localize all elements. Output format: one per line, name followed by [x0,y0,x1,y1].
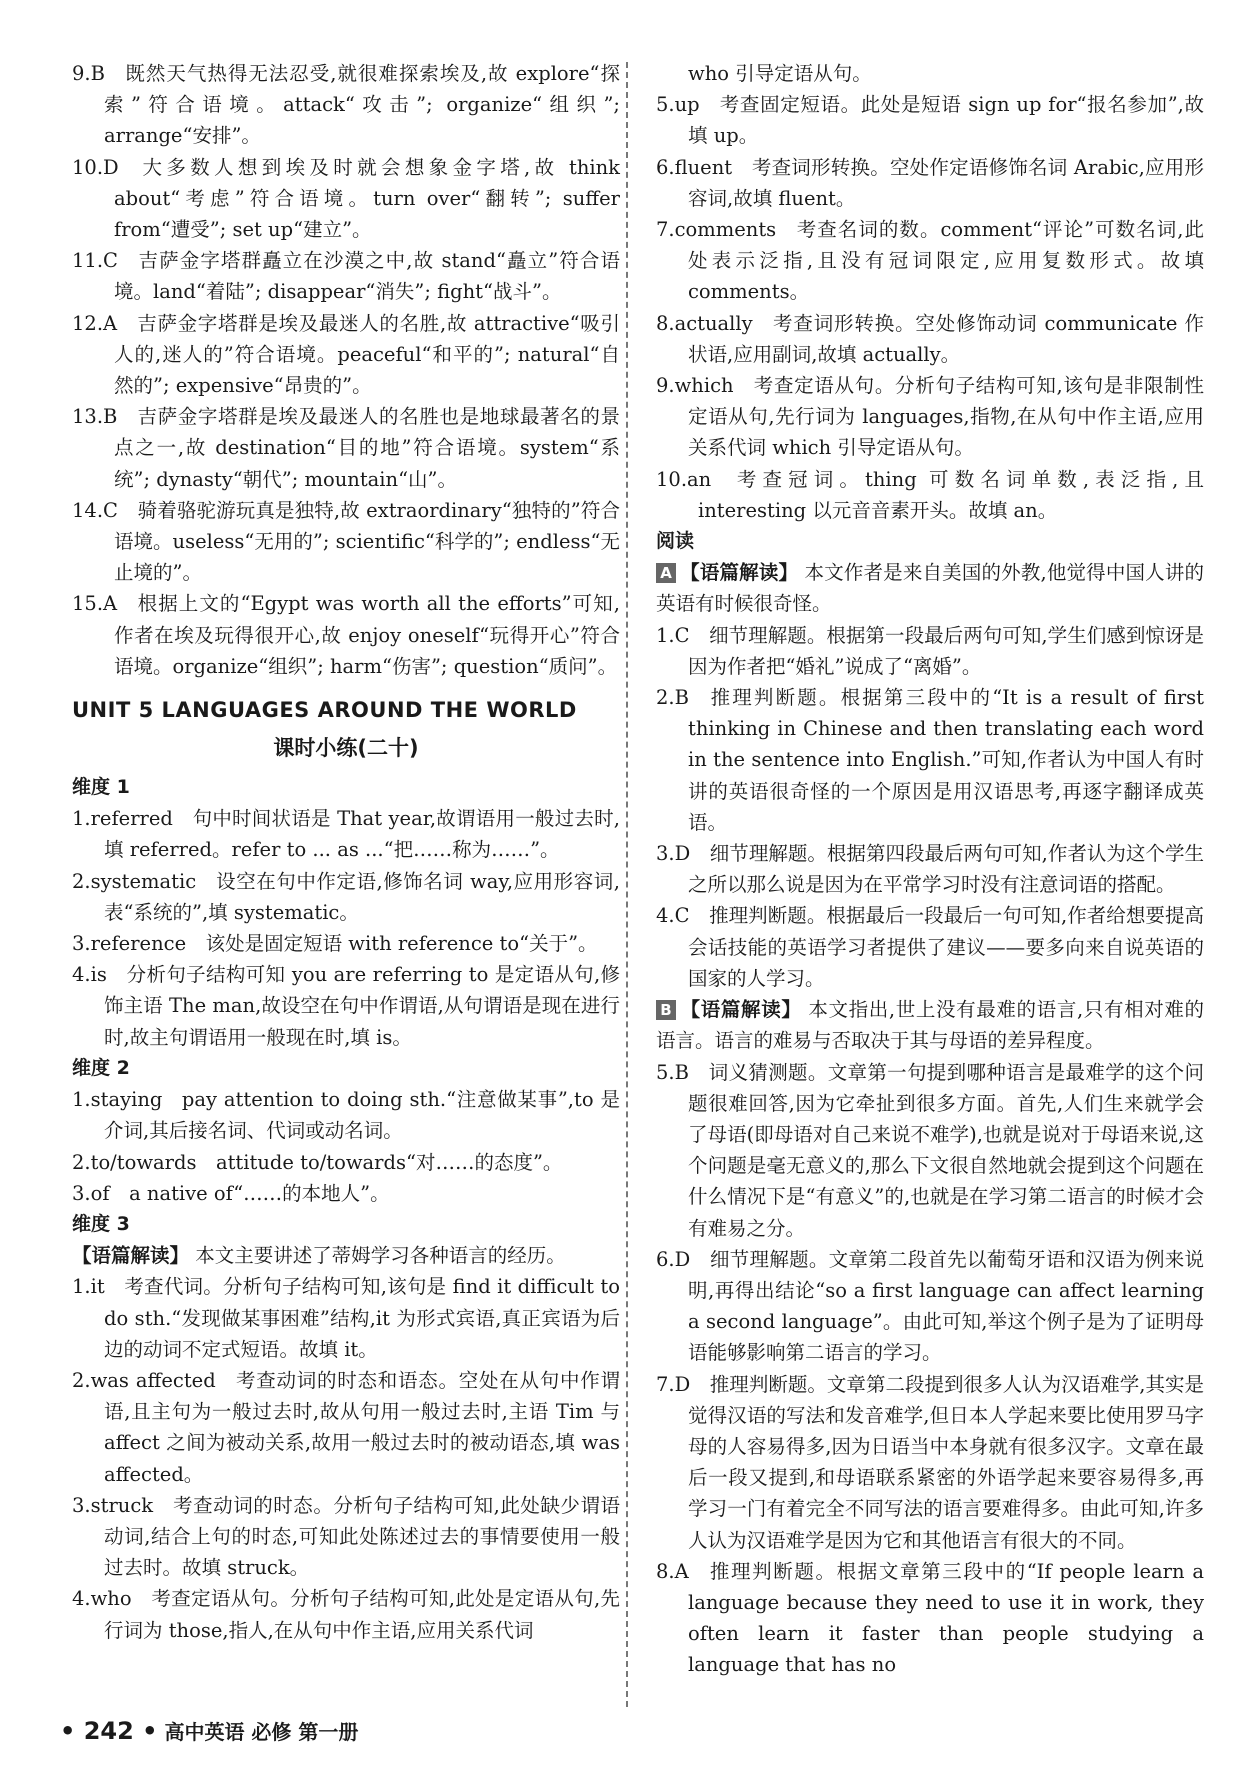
answer-item [656,464,1204,526]
passage-b-text: 本文指出,世上没有最难的语言,只有相对难的语言。语言的难易与否取决于其与母语的差异程度。 [656,998,1204,1053]
answer-item [656,900,1204,994]
continued-text: who 引导定语从句。 [688,62,872,85]
answer-item [656,89,1204,151]
answer-key: 7.comments [656,218,777,242]
answer-item [72,1084,620,1146]
answer-item [72,58,620,152]
answer-explanation: 分析句子结构可知 you are referring to 是定语从句,修饰主语 The man,故设空在句中作谓语,从句谓语是现在进行时,故主句谓语用一般现在时,填 is。 [104,963,620,1049]
answer-key: 8.actually [656,311,753,335]
answer-item [72,1178,620,1209]
answer-key: 5.up [656,93,700,117]
answer-explanation: 吉萨金字塔群是埃及最迷人的名胜也是地球最著名的景点之一,故 destination“目的地”符合语境。system“系统”; dynasty“朝代”; mountain“山”。 [114,405,620,491]
dimension-3-list [72,1271,620,1645]
answer-key: 5.B [656,1060,689,1084]
passage-a-text: 本文作者是来自美国的外教,他觉得中国人讲的英语有时候很奇怪。 [656,561,1205,616]
answer-key: 2.to/towards [72,1150,197,1174]
answer-explanation: 考查词形转换。空处修饰动词 communicate 作状语,应用副词,故填 actually。 [688,311,1204,366]
answer-explanation: 推理判断题。文章第二段提到很多人认为汉语难学,其实是觉得汉语的写法和发音难学,但日本人学起来要比使用罗马字母的人容易得多,因为日语当中本身就有很多汉字。文章在最后一段又提到,和母语联系紧密的外语学起来要容易得多,再学习一门有着完全不同写法的语言要难得多。由此可知,许多人认为汉语难学是因为它和其他语言有很大的不同。 [688,1372,1204,1552]
answer-key: 2.systematic [72,869,197,893]
answer-key: 4.is [72,963,107,987]
answer-item [72,1365,620,1490]
column-divider [626,62,628,1707]
answer-explanation: pay attention to doing sth.“注意做某事”,to 是介词,其后接名词、代词或动名词。 [104,1088,620,1143]
answer-explanation: 考查动词的时态和语态。空处在从句中作谓语,且主句为一般过去时,故从句用一般过去时,主语 Tim 与 affect 之间为被动关系,故用一般过去时的被动语态,填 was affected。 [104,1368,620,1486]
answer-explanation: a native of“……的本地人”。 [129,1181,390,1205]
answer-item [656,370,1204,464]
answer-key: 13.B [72,405,118,429]
answer-key: 9.which [656,374,734,398]
answer-item [72,1490,620,1584]
answer-item [656,1057,1204,1244]
answer-explanation: 设空在句中作定语,修饰名词 way,应用形容词,表“系统的”,填 systematic。 [104,869,620,924]
answer-key: 4.C [656,904,690,928]
answer-list-a [72,58,620,682]
passage-a-note [656,557,1204,619]
answer-explanation: 骑着骆驼游玩真是独特,故 extraordinary“独特的”符合语境。useless“无用的”; scientific“科学的”; endless“无止境的”。 [114,498,620,585]
answer-explanation: 推理判断题。根据文章第三段中的“If people learn a language because they need to use it in work, they often learn it faster than people studying a language that has no [688,1559,1204,1677]
answer-explanation: 考查代词。分析句子结构可知,该句是 find it difficult to do sth.“发现做某事困难”结构,it 为形式宾语,真正宾语为后边的动词不定式短语。故填 it。 [104,1275,620,1361]
answer-key: 6.D [656,1247,691,1271]
dimension-1-heading: 维度 1 [72,776,130,799]
answer-explanation: attitude to/towards“对……的态度”。 [215,1150,563,1174]
unit-title: UNIT 5 LANGUAGES AROUND THE WORLD [72,698,577,723]
answer-item [72,866,620,928]
passage-note-text: 本文主要讲述了蒂姆学习各种语言的经历。 [195,1244,566,1268]
dimension-1-list [72,803,620,1053]
answer-key: 3.D [656,842,691,866]
lesson-title: 课时小练(二十) [273,736,419,761]
answer-item [656,1556,1204,1681]
answer-explanation: 考查固定短语。此处是短语 sign up for“报名参加”,故填 up。 [688,93,1204,148]
answer-key: 10.D [72,155,119,179]
right-column [656,58,1204,1681]
answer-key: 6.fluent [656,155,733,179]
answer-key: 2.B [656,686,689,710]
answer-key: 10.an [656,467,712,491]
answer-item [72,959,620,1053]
answer-item [72,928,620,959]
answer-key: 1.staying [72,1088,163,1112]
answer-key: 15.A [72,592,118,616]
passage-a-tag: 【语篇解读】 [680,561,799,585]
answer-key: 12.A [72,311,118,335]
answer-item [656,620,1204,682]
answer-item [656,838,1204,900]
answer-key: 4.who [72,1587,132,1611]
answer-explanation: 推理判断题。根据最后一段最后一句可知,作者给想要提高会话技能的英语学习者提供了建议——要多向来自说英语的国家的人学习。 [688,904,1204,990]
answer-explanation: 该处是固定短语 with reference to“关于”。 [205,932,598,956]
answer-key: 11.C [72,249,118,273]
reading-heading: 阅读 [656,530,695,553]
answer-key: 1.referred [72,807,173,831]
answer-item [656,152,1204,214]
answer-key: 3.reference [72,932,187,956]
answer-explanation: 考查定语从句。分析句子结构可知,该句是非限制性定语从句,先行词为 languages,指物,在从句中作主语,应用关系代词 which 引导定语从句。 [688,374,1204,460]
answer-explanation: 推理判断题。根据第三段中的“It is a result of first thinking in Chinese and then translating each word in the sentence into English.”可知,作者认为中国人有时讲的英语很奇怪的一个原因是用汉语思考,再逐字翻译成英语。 [688,686,1204,834]
answer-item [656,214,1204,308]
passage-b-badge: B [656,1000,676,1020]
answer-item [72,401,620,495]
answer-item [656,1369,1204,1556]
answer-explanation: 考查动词的时态。分析句子结构可知,此处缺少谓语动词,结合上句的时态,可知此处陈述过去的事情要使用一般过去时。故填 struck。 [104,1493,620,1580]
answer-item [72,1271,620,1365]
dimension-2-list [72,1084,620,1209]
answer-key: 8.A [656,1559,689,1583]
answer-item [72,308,620,402]
reading-a-answers [656,620,1204,994]
answer-explanation: 吉萨金字塔群矗立在沙漠之中,故 stand“矗立”符合语境。land“着陆”; disappear“消失”; fight“战斗”。 [114,249,620,304]
answer-item [72,1147,620,1178]
answer-explanation: 根据上文的“Egypt was worth all the efforts”可知,作者在埃及玩得很开心,故 enjoy oneself“玩得开心”符合语境。organize“组织”; harm“伤害”; question“质问”。 [114,592,620,678]
answer-explanation: 考查冠词。thing 可数名词单数,表泛指,且 interesting 以元音音素开头。故填 an。 [698,467,1204,522]
dimension-2-heading: 维度 2 [72,1056,130,1079]
answer-key: 14.C [72,498,118,522]
dimension-3-heading: 维度 3 [72,1212,130,1235]
answer-item [656,682,1204,838]
answer-explanation: 细节理解题。根据第四段最后两句可知,作者认为这个学生之所以那么说是因为在平常学习时没有注意词语的搭配。 [688,842,1204,897]
answer-item [72,495,620,589]
answer-item [72,803,620,865]
answer-key: 1.it [72,1275,105,1299]
answer-explanation: 大多数人想到埃及时就会想象金字塔,故 think about“考虑”符合语境。turn over“翻转”; suffer from“遭受”; set up“建立”。 [114,155,620,242]
page-footer [60,1716,358,1745]
answer-key: 7.D [656,1372,691,1396]
answer-explanation: 考查定语从句。分析句子结构可知,此处是定语从句,先行词为 those,指人,在从句中作主语,应用关系代词 [104,1587,620,1642]
answer-explanation: 考查词形转换。空处作定语修饰名词 Arabic,应用形容词,故填 fluent。 [688,155,1204,210]
answer-explanation: 细节理解题。根据第一段最后两句可知,学生们感到惊讶是因为作者把“婚礼”说成了“离婚”。 [688,623,1204,678]
passage-b-note [656,994,1204,1056]
book-title: 高中英语 必修 第一册 [164,1720,359,1744]
answer-item [656,308,1204,370]
left-column [72,58,620,1646]
passage-a-badge: A [656,563,676,583]
passage-note [72,1240,620,1271]
answer-item [72,1583,620,1645]
answer-item [72,152,620,246]
answer-item [72,245,620,307]
answer-key: 3.of [72,1181,110,1205]
answer-item [656,1244,1204,1369]
page-number: • 242 • [60,1717,158,1745]
answer-explanation: 吉萨金字塔群是埃及最迷人的名胜,故 attractive“吸引人的,迷人的”符合语境。peaceful“和平的”; natural“自然的”; expensive“昂贵的”。 [114,311,620,398]
answer-explanation: 词义猜测题。文章第一句提到哪种语言是最难学的这个问题很难回答,因为它牵扯到很多方面。首先,人们生来就学会了母语(即母语对自己来说不难学),也就是说对于母语来说,这个问题是毫无意义的,那么下文很自然地就会提到这个问题在什么情况下是“有意义”的,也就是在学习第二语言的时候才会有难易之分。 [688,1060,1204,1240]
answer-key: 1.C [656,623,690,647]
answer-explanation: 句中时间状语是 That year,故谓语用一般过去时,填 referred。refer to ... as ...“把……称为……”。 [104,807,620,862]
answer-explanation: 细节理解题。文章第二段首先以葡萄牙语和汉语为例来说明,再得出结论“so a first language can affect learning a second language”。由此可知,举这个例子是为了证明母语能够影响第二语言的学习。 [688,1247,1204,1365]
answer-explanation: 既然天气热得无法忍受,就很难探索埃及,故 explore“探索”符合语境。attack“攻击”; organize“组织”; arrange“安排”。 [104,62,620,148]
answer-key: 3.struck [72,1493,154,1517]
answer-item [72,588,620,682]
passage-note-tag: 【语篇解读】 [72,1244,190,1268]
passage-b-tag: 【语篇解读】 [680,998,802,1022]
reading-b-answers [656,1057,1204,1681]
answer-explanation: 考查名词的数。comment“评论”可数名词,此处表示泛指,且没有冠词限定,应用复数形式。故填 comments。 [688,218,1204,304]
answer-list-b [656,89,1204,526]
answer-key: 9.B [72,62,105,85]
answer-key: 2.was affected [72,1368,216,1392]
